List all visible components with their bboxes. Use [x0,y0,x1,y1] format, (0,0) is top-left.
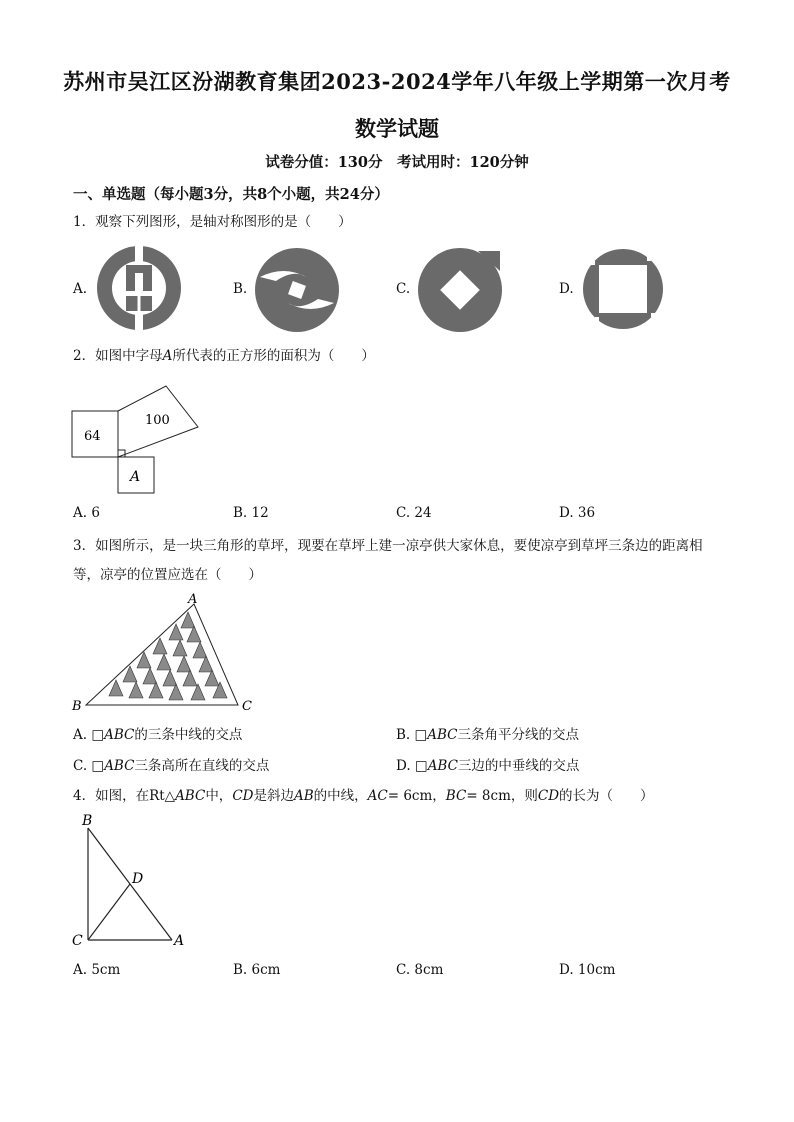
section-heading: 一、单选题（每小题3分，共8个小题，共24分） [73,186,389,203]
q4-stem [73,785,654,807]
q3-stem-line1: 3．如图所示，是一块三角形的草坪，现要在草坪上建一凉亭供大家休息，要使凉亭到草坪三条边的距离相 [73,538,703,554]
q3-option-a: A. □ABC的三条中线的交点 [73,727,243,743]
q1-logo-b-icon [254,247,340,333]
q2-option-b: B. 12 [233,505,269,521]
q3-option-a-letter: A. [73,727,88,743]
q3-option-b-text: 三条角平分线的交点 [457,727,580,743]
exam-title: 苏州市吴江区汾湖教育集团2023-2024学年八年级上学期第一次月考 [63,69,731,94]
q3-option-d-text: 三边的中垂线的交点 [457,758,580,774]
q3-option-b: B. □ABC三条角平分线的交点 [396,727,580,743]
q4-option-d: D. 10cm [559,962,616,978]
q4-stem-c: 是斜边 [253,788,294,804]
q2-label-64: 64 [84,429,101,444]
q4-stem-ac: AC [367,788,388,804]
q2-stem-suffix: 所代表的正方形的面积为（ ） [172,348,375,364]
q1-option-a: A. [73,281,88,297]
q3-option-a-tri: ABC [104,727,135,743]
q3-option-d: D. □ABC三边的中垂线的交点 [396,758,580,774]
q4-stem-e: = 6cm， [387,788,446,804]
exam-subject: 数学试题 [355,116,439,141]
q2-option-a: A. 6 [73,505,100,521]
q4-right-triangle-figure [68,812,198,952]
q4-stem-bc: BC [445,788,467,804]
q4-stem-f: = 8cm，则 [466,788,538,804]
q4-stem-a: 4．如图，在Rt△ [73,788,176,804]
q1-stem: 1．观察下列图形，是轴对称图形的是（ ） [73,214,352,230]
q3-option-b-tri: ABC [427,727,458,743]
q3-stem-line2: 等，凉亭的位置应选在（ ） [73,567,262,583]
q4-stem-d: 的中线， [313,788,368,804]
q1-logo-d-icon [582,248,664,330]
q3-option-c-letter: C. [73,758,88,774]
q4-stem-cd: CD [232,788,254,804]
q4-option-a: A. 5cm [73,962,121,978]
q3-label-c: C [242,699,252,714]
q3-option-c: C. □ABC三条高所在直线的交点 [73,758,270,774]
q3-option-c-tri: ABC [104,758,135,774]
q2-stem-prefix: 2．如图中字母 [73,348,163,364]
q4-stem-cd2: CD [537,788,560,804]
q4-label-d: D [132,871,144,887]
q3-label-b: B [72,699,82,714]
q1-option-b: B. [233,281,248,297]
q3-label-a: A [188,592,198,607]
q2-stem [73,345,375,367]
q1-logo-a-icon [96,245,182,331]
q4-stem-ab: AB [293,788,314,804]
q3-option-a-text: 的三条中线的交点 [134,727,243,743]
q2-option-d: D. 36 [559,505,596,521]
q2-label-a: A [130,469,141,485]
q2-option-c: C. 24 [396,505,432,521]
q3-lawn-triangle-figure [68,590,268,715]
q4-stem-g: 的长为（ ） [559,788,654,804]
q3-option-c-text: 三条高所在直线的交点 [134,758,270,774]
q1-option-d: D. [559,281,574,297]
q4-stem-b: 中， [205,788,233,804]
q1-option-c: C. [396,281,411,297]
q2-stem-var: A [162,348,173,364]
exam-meta: 试卷分值：130分 考试用时：120分钟 [265,154,529,171]
q4-option-b: B. 6cm [233,962,281,978]
q3-option-d-letter: D. [396,758,411,774]
q4-label-a: A [174,933,185,949]
q3-option-d-tri: ABC [427,758,458,774]
q2-label-100: 100 [145,413,170,428]
q4-stem-tri: ABC [175,788,206,804]
q4-option-c: C. 8cm [396,962,444,978]
q2-squares-figure [68,384,208,496]
q4-label-c: C [72,933,83,949]
q1-logo-c-icon [416,245,506,333]
q3-option-b-letter: B. [396,727,411,743]
q4-label-b: B [82,813,93,829]
